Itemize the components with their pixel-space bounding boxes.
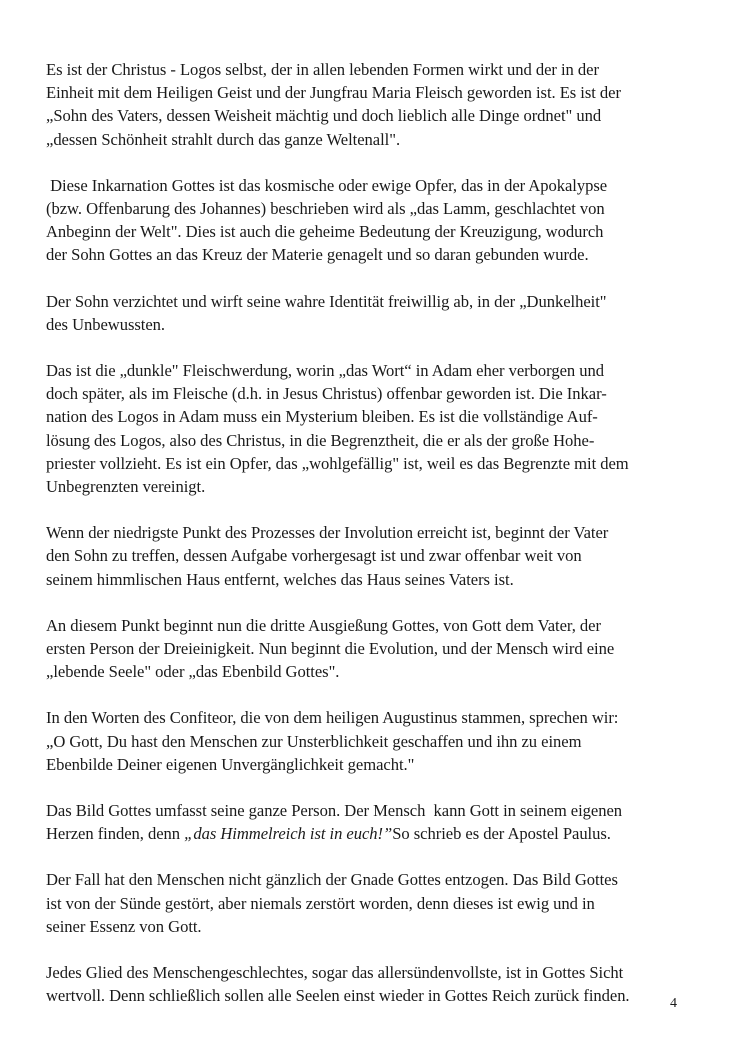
text-line: der Sohn Gottes an das Kreuz der Materie genagelt und so daran gebunden wurde.	[46, 245, 589, 265]
text-line: In den Worten des Confiteor, die von dem heiligen Augustinus stammen, sprechen wir:	[46, 708, 619, 728]
page-number: 4	[670, 996, 677, 1011]
text-line: Einheit mit dem Heiligen Geist und der Jungfrau Maria Fleisch geworden ist. Es ist der	[46, 83, 621, 103]
paragraph-1	[46, 58, 716, 151]
text-line: Wenn der niedrigste Punkt des Prozesses der Involution erreicht ist, beginnt der Vater	[46, 523, 609, 543]
text-line: Das Bild Gottes umfasst seine ganze Person. Der Mensch kann Gott in seinem eigenen	[46, 801, 623, 821]
italic-quote: „das Himmelreich ist in euch!”	[184, 824, 393, 844]
text-line: ist von der Sünde gestört, aber niemals zerstört worden, denn dieses ist ewig und in	[46, 893, 595, 913]
paragraph-7	[46, 706, 716, 776]
text-line: „O Gott, Du hast den Menschen zur Unsterblichkeit geschaffen und ihn zu einem	[46, 731, 582, 751]
text-line: des Unbewussten.	[46, 314, 166, 334]
text-line: (bzw. Offenbarung des Johannes) beschrieben wird als „das Lamm, geschlachtet von	[46, 199, 605, 219]
paragraph-8	[46, 799, 716, 845]
text-line: Das ist die „dunkle" Fleischwerdung, worin „das Wort“ in Adam eher verborgen und	[46, 361, 604, 381]
paragraph-4	[46, 359, 716, 498]
text-line: priester vollzieht. Es ist ein Opfer, das „wohlgefällig" ist, weil es das Begrenzte mit dem	[46, 453, 629, 473]
text-line: seinem himmlischen Haus entfernt, welches das Haus seines Vaters ist.	[46, 569, 514, 589]
text-line: wertvoll. Denn schließlich sollen alle Seelen einst wieder in Gottes Reich zurück finden.	[46, 986, 630, 1006]
text-line: Der Sohn verzichtet und wirft seine wahre Identität freiwillig ab, in der „Dunkelheit"	[46, 291, 607, 311]
text-segment: So schrieb es der Apostel Paulus.	[392, 824, 611, 844]
text-line: Anbeginn der Welt". Dies ist auch die geheime Bedeutung der Kreuzigung, wodurch	[46, 222, 604, 242]
document-body	[46, 58, 716, 1031]
text-line: doch später, als im Fleische (d.h. in Jesus Christus) offenbar geworden ist. Die Inkar-	[46, 384, 607, 404]
text-line: ersten Person der Dreieinigkeit. Nun beginnt die Evolution, und der Mensch wird eine	[46, 639, 615, 659]
text-line-with-quote	[46, 822, 716, 845]
paragraph-3	[46, 290, 716, 336]
text-line: „lebende Seele" oder „das Ebenbild Gottes".	[46, 662, 340, 682]
text-line: „dessen Schönheit strahlt durch das ganze Weltenall".	[46, 129, 401, 149]
text-line: Unbegrenzten vereinigt.	[46, 477, 206, 497]
text-line: An diesem Punkt beginnt nun die dritte Ausgießung Gottes, von Gott dem Vater, der	[46, 615, 601, 635]
text-line: nation des Logos in Adam muss ein Mysterium bleiben. Es ist die vollständige Auf-	[46, 407, 598, 427]
text-line: seiner Essenz von Gott.	[46, 916, 202, 936]
paragraph-6	[46, 614, 716, 684]
paragraph-9	[46, 868, 716, 938]
text-line: lösung des Logos, also des Christus, in die Begrenztheit, die er als der große Hohe-	[46, 430, 595, 450]
text-line: Jedes Glied des Menschengeschlechtes, sogar das allersündenvollste, ist in Gottes Sicht	[46, 963, 624, 983]
text-line: Der Fall hat den Menschen nicht gänzlich der Gnade Gottes entzogen. Das Bild Gottes	[46, 870, 618, 890]
text-line: „Sohn des Vaters, dessen Weisheit mächtig und doch lieblich alle Dinge ordnet" und	[46, 106, 602, 126]
text-line: den Sohn zu treffen, dessen Aufgabe vorhergesagt ist und zwar offenbar weit von	[46, 546, 582, 566]
text-line: Es ist der Christus - Logos selbst, der in allen lebenden Formen wirkt und der in der	[46, 60, 599, 79]
text-line: Ebenbilde Deiner eigenen Unvergänglichkeit gemacht."	[46, 754, 415, 774]
text-segment: Herzen finden, denn	[46, 824, 185, 844]
text-line: Diese Inkarnation Gottes ist das kosmische oder ewige Opfer, das in der Apokalypse	[46, 175, 608, 195]
paragraph-5	[46, 521, 716, 591]
paragraph-10	[46, 961, 716, 1007]
paragraph-2	[46, 174, 716, 267]
